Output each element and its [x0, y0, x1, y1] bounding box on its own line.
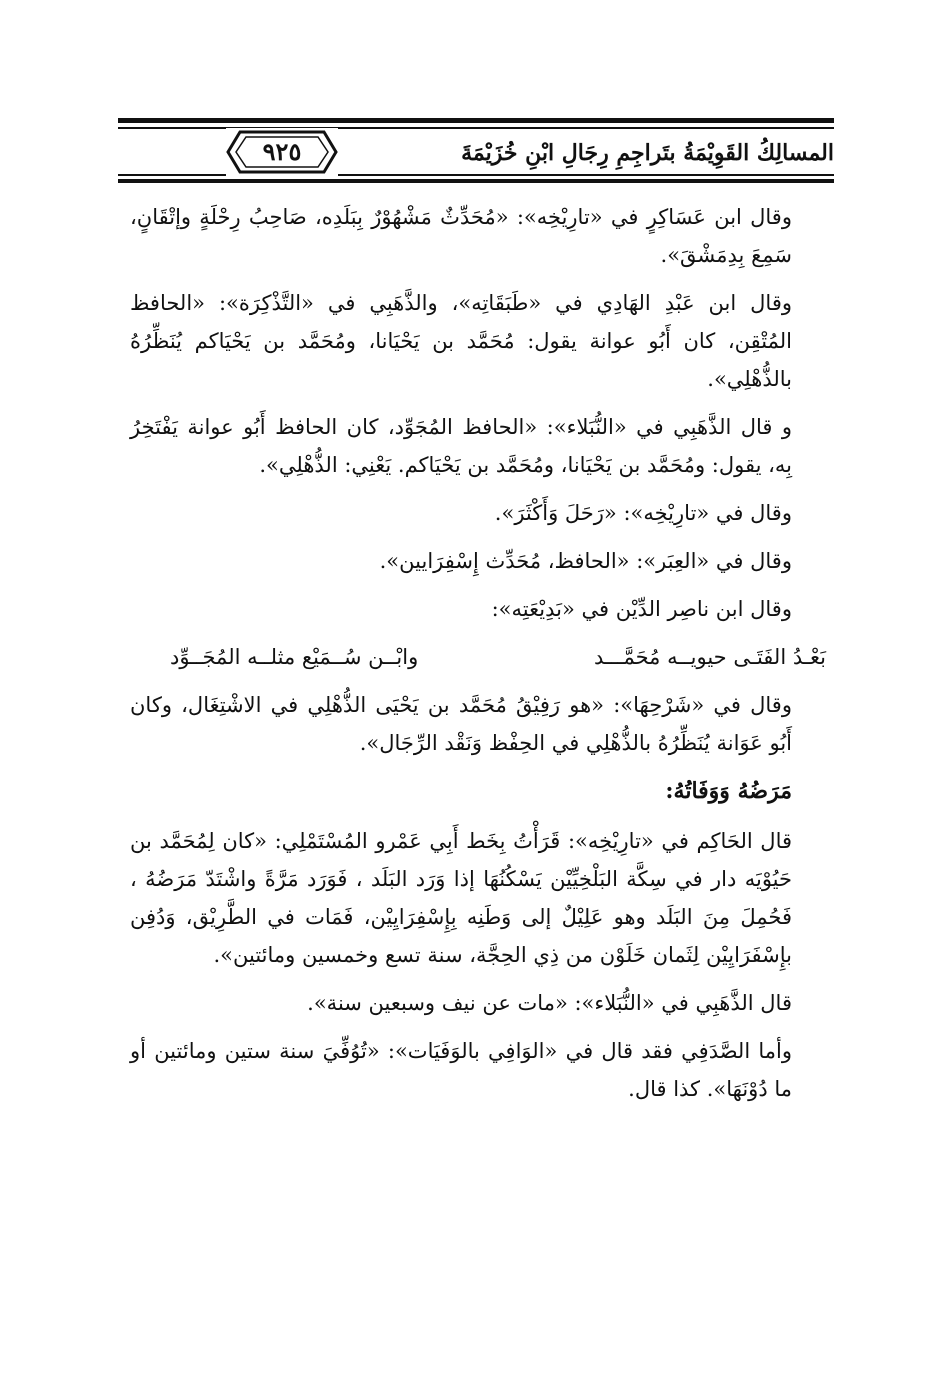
section-heading: مَرَضُهُ وَوَفَاتُهُ:	[665, 778, 792, 804]
paragraph-sharh: وقال في «شَرْحِهَا»: «هو رَفِيْقُ مُحَمَّد بن يَحْيَى الذُّهْلِي في الاشْتِغَال، وكان أَبُو عَوَانة يُنَظِّرُهُ بالذُّهْلِي في الحِفْظ وَنَقْد الرِّجَال».	[130, 693, 792, 755]
header-rule-bottom-thick	[118, 179, 834, 183]
paragraph-ibn-nasir: وقال ابن ناصِر الدِّيْن في «بَدِيْعَتِه»:	[491, 597, 792, 621]
page-number: ٩٢٥	[262, 137, 302, 166]
verse-hemistich-second: وابْــن سُــمَيْع مثلــه المُجَــوِّد	[170, 645, 419, 669]
main-text	[130, 198, 836, 1258]
paragraph-ibn-asakir: وقال ابن عَسَاكِرٍ في «تارِيْخِه»: «مُحَدِّثٌ مَشْهُوْرٌ بِبَلَدِه، صَاحِبُ رِحْلَةٍ وإتْقَانٍ، سَمِعَ بِدِمَشْقَ».	[130, 205, 792, 267]
verse-hemistich-first: بَعْـدُ الفَتَـى حيويــه مُحَمَّـــد	[593, 645, 826, 669]
paragraph-tarikh: وقال في «تارِيْخِه»: «رَحَلَ وَأَكْثَرَ».	[494, 501, 792, 525]
paragraph-safadi: وأما الصَّدَفِي فقد قال في «الوَافِي بالوَفَيَات»: «تُوُفِّيَ سنة ستين ومائتين أو ما دُوْنَهَا». كذا قال.	[130, 1039, 792, 1101]
verse-line	[130, 638, 836, 676]
paragraph-dhahabi-nubala: و قال الذَّهَبِي في «النُّبَلاء»: «الحافظ المُجَوِّد، كان الحافظ أَبُو عوانة يَفْتَخِرُ بِه، يقول: ومُحَمَّد بن يَحْيَانا، ومُحَمَّد بن يَحْيَاكم. يَعْنِي: الذُّهْلِي».	[130, 415, 792, 477]
running-title: المسالِكُ القَوِيْمَةُ بتَراجِمِ رِجَالِ ابْنِ خُزَيْمَةَ	[453, 134, 834, 172]
page-header	[118, 118, 834, 190]
paragraph-hakim: قال الحَاكِم في «تارِيْخِه»: قَرَأْتُ بِخَط أَبِي عَمْرو المُسْتَمْلِي: «كان لِمُحَمَّد بن حَيُوْيَه دار في سِكَّة البَلْخِيِّيْن يَسْكُنُهَا إذا وَرَد البَلَد ، فَوَرَد مَرَّةً واشْتَدّ مَرَضُهُ ، فَحُمِلَ مِنَ البَلَد وهو عَلِيْلٌ إلى وَطَنِه بِإِسْفِرَايِيْن، فَمَات في الطَّرِيْق، وَدُفِن بإِسْفَرَايِيْن لِثَمان خَلَوْن من ذِي الحِجَّة، سنة تسع وخمسين ومائتين».	[130, 829, 792, 967]
paragraph-dhahabi-death: قال الذَّهَبِي في «النُّبَلاء»: «مات عن نيف وسبعين سنة».	[307, 991, 792, 1015]
paragraph-ibn-abd-alhadi: وقال ابن عَبْدِ الهَادِي في «طَبَقَاتِه»، والذَّهَبِي في «التَّذْكِرَة»: «الحافظ المُتْقِن، كان أَبُو عوانة يقول: مُحَمَّد بن يَحْيَانا، ومُحَمَّد بن يَحْيَاكم يُنَظِّرُهُ بالذُّهْلِي».	[130, 291, 792, 391]
header-rule-top-thick	[118, 118, 834, 123]
page-number-ornament	[226, 128, 338, 176]
paragraph-ibar: وقال في «العِبَر»: «الحافظ، مُحَدِّث إِسْفِرَايين».	[379, 549, 792, 573]
